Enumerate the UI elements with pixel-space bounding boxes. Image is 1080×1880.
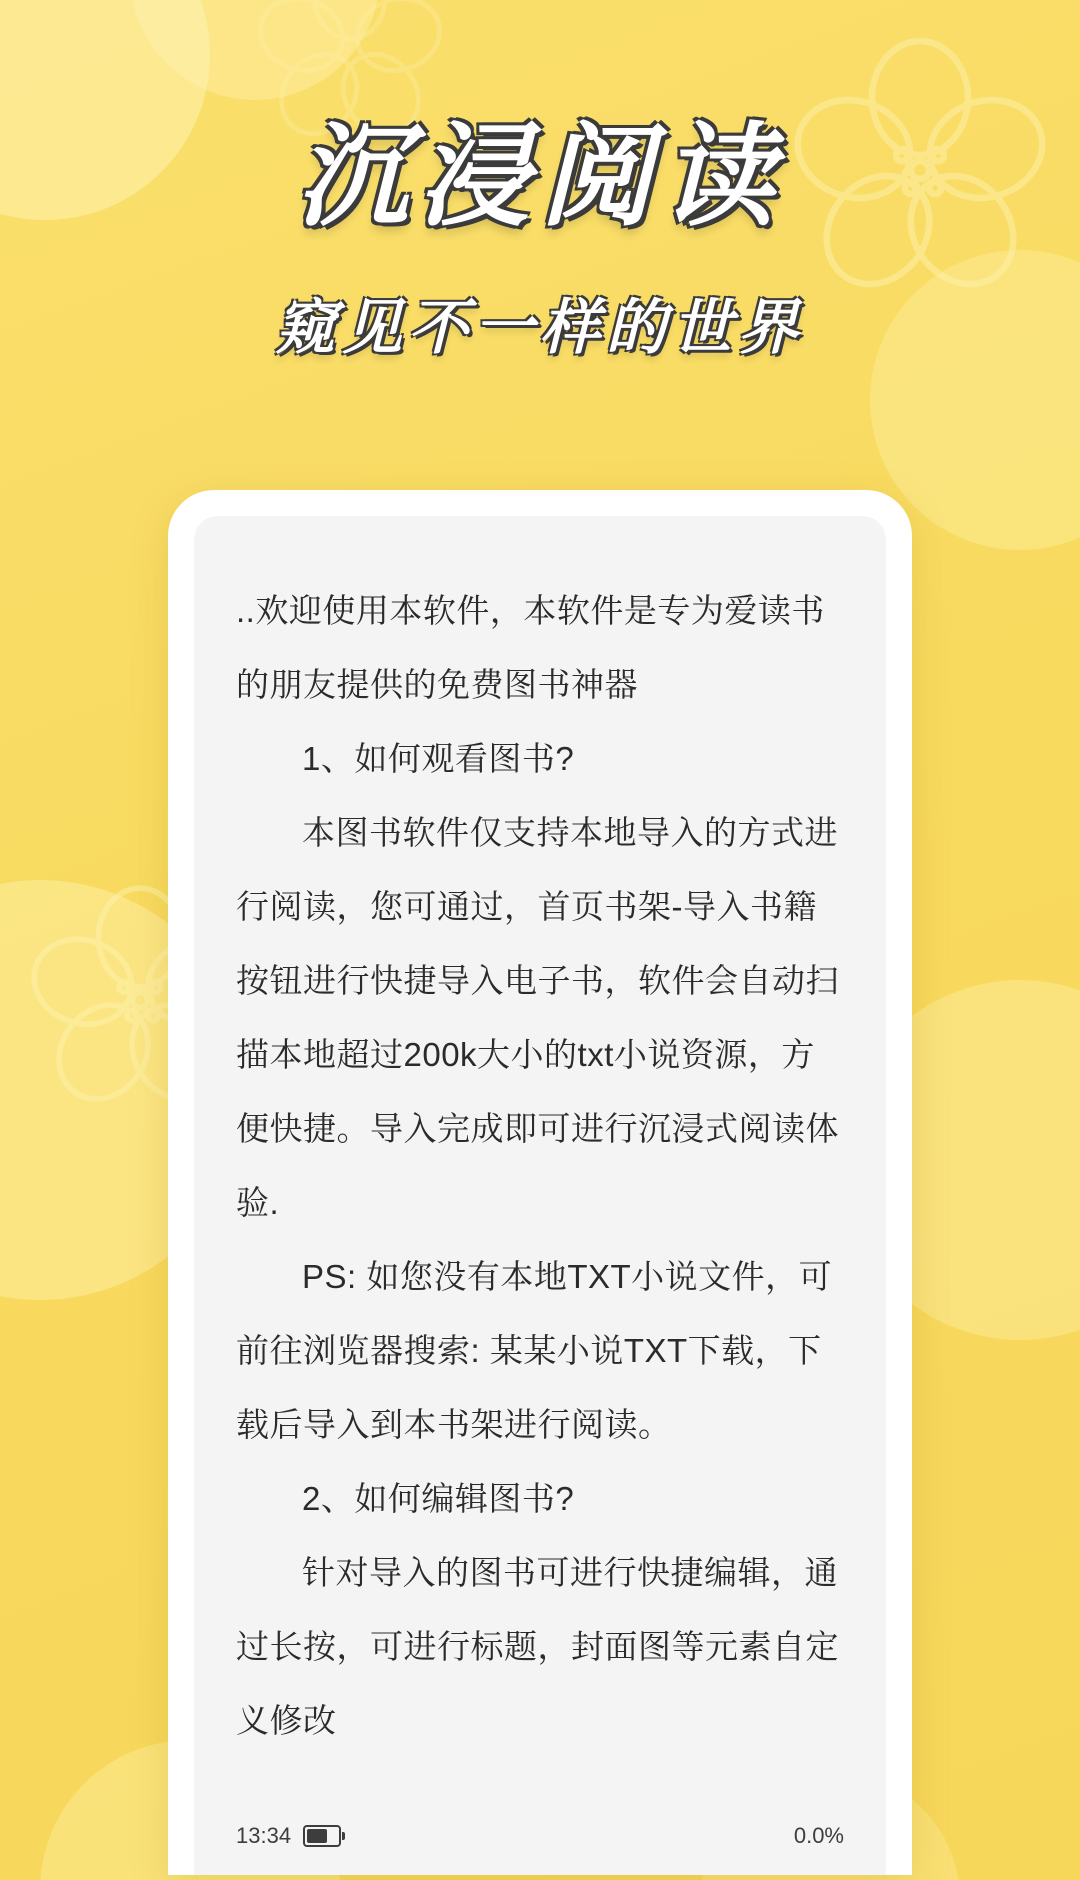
page-subtitle: 窥见不一样的世界 <box>276 294 804 361</box>
page-title: 沉浸阅读 <box>296 116 784 240</box>
reader-paragraph: PS: 如您没有本地TXT小说文件，可前往浏览器搜索: 某某小说TXT下载，下载后导入到本书架进行阅读。 <box>236 1258 833 1443</box>
reader-paragraph: ..欢迎使用本软件，本软件是专为爱读书的朋友提供的免费图书神器 <box>236 592 825 703</box>
reading-progress-label: 0.0% <box>793 1823 844 1848</box>
reader-screen[interactable] <box>194 516 886 1875</box>
reader-content[interactable] <box>236 574 844 1758</box>
reader-paragraph: 1、如何观看图书? <box>302 740 575 777</box>
reader-paragraph: 针对导入的图书可进行快捷编辑，通过长按，可进行标题，封面图等元素自定义修改 <box>236 1554 839 1739</box>
reader-paragraph: 本图书软件仅支持本地导入的方式进行阅读，您可通过，首页书架-导入书籍按钮进行快捷导入电子书，软件会自动扫描本地超过200k大小的txt小说资源，方便快捷。导入完成即可进行沉浸式阅读体验. <box>236 814 839 1221</box>
phone-mockup <box>168 490 912 1875</box>
reader-paragraph: 2、如何编辑图书? <box>302 1480 575 1517</box>
status-left <box>236 1823 341 1849</box>
clock-label: 13:34 <box>236 1823 292 1848</box>
promo-header <box>0 0 1080 366</box>
reader-status-bar <box>236 1823 844 1849</box>
battery-icon <box>303 1825 341 1847</box>
